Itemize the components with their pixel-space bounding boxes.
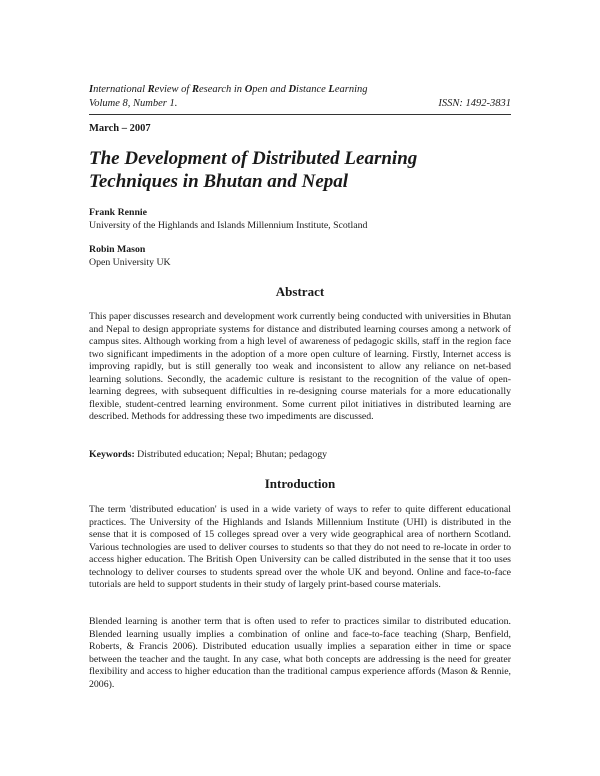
keywords	[89, 449, 511, 462]
author-affiliation: University of the Highlands and Islands Millennium Institute, Scotland	[89, 219, 368, 231]
volume-row	[89, 97, 511, 111]
keywords-label: Keywords:	[89, 449, 135, 460]
issn: ISSN: 1492-3831	[438, 98, 511, 109]
volume-number: Volume 8, Number 1.	[89, 98, 178, 109]
keywords-list: Distributed education; Nepal; Bhutan; pedagogy	[137, 449, 328, 460]
author-name: Robin Mason	[89, 244, 146, 255]
journal-title: International Review of Research in Open and Distance Learning	[89, 84, 368, 95]
author-name: Frank Rennie	[89, 207, 147, 218]
author-affiliation: Open University UK	[89, 256, 171, 268]
abstract-text: This paper discusses research and development work currently being conducted with universities in Bhutan and Nepal to design appropriate systems for distance and distributed learning courses among a network of campus sites. Although working from a high level of awareness of pedagogic skills, staff in the region face two significant impediments in the adoption of a more open culture of learning. Firstly, Internet access is improving rapidly, but is still generally too weak and inconsistent to allow any reliance on net-based learning solutions. Secondly, the academic culture is resistant to the recognition of the value of open-learning degrees, with subsequent difficulties in re-designing course materials for a more educationally flexible, student-centred learning environment. Some current pilot initiatives in distributed learning are described. Methods for addressing these two impediments are discussed.	[89, 311, 511, 422]
header-divider	[89, 114, 511, 115]
publication-date: March – 2007	[89, 123, 151, 134]
author-block	[89, 207, 367, 232]
article-title-line-1: The Development of Distributed Learning	[89, 148, 418, 169]
introduction-paragraph: Blended learning is another term that is often used to refer to practices similar to distributed education. Blended learning usually implies a combination of online and face-to-face teaching (Sharp, Benfield, Roberts, & Francis 2006). Distributed education usually implies a separation either in time or space between the teacher and the taught. In any case, what both concepts are addressing is the need for greater flexibility and access to higher education than the traditional campus experience affords (Mason & Rennie, 2006).	[89, 616, 511, 690]
introduction-heading: Introduction	[264, 476, 336, 491]
author-block	[89, 244, 171, 269]
introduction-paragraph: The term 'distributed education' is used in a wide variety of ways to refer to quite different educational practices. The University of the Highlands and Islands Millennium Institute (UHI) is distributed in the sense that it is composed of 15 colleges spread over a very wide geographical area of northern Scotland. Various technologies are used to deliver courses to students so that they do not need to re-locate in order to access higher education. The British Open University can be called distributed in the sense that it too uses technology to deliver courses to students spread over the whole UK and beyond. Online and face-to-face tutorials are held to support students in their study of largely print-based course materials.	[89, 504, 511, 590]
article-title-line-2: Techniques in Bhutan and Nepal	[89, 171, 349, 192]
abstract-heading: Abstract	[275, 284, 325, 299]
article-title	[89, 147, 417, 193]
